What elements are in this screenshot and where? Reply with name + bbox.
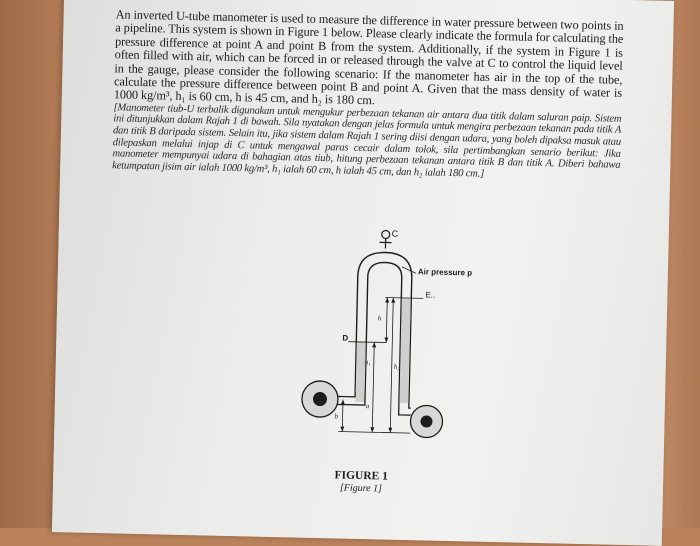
problem-english: An inverted U-tube manometer is used to measure the difference in water pressure between two points in a pipeline. This system is shown in Figure 1 below. Please clearly indicate the formula for calculating the pressure difference at point A and point B from the system. Additionally, if the system in Figure 1 is often filled with air, which can be forced in or released through the valve at C to control the liquid level in the gauge, please consider the following scenario: If the manometer has air in the top of the tube, calculate the pressure difference between point B and point A. Given that the mass density of water is 1000 kg/m³, h₁ is 60 cm, h is 45 cm, and h₂ is 180 cm.	[114, 8, 624, 113]
caption-title: FIGURE 1	[301, 469, 421, 484]
pipe-b-icon	[410, 405, 443, 438]
label-b: b	[335, 412, 339, 420]
label-h: h	[378, 314, 382, 322]
caption-translation: [Figure 1]	[301, 482, 421, 496]
figure-caption	[301, 469, 422, 496]
air-pointer	[402, 267, 416, 273]
label-a: a	[366, 402, 370, 410]
label-h1: h₁	[365, 358, 371, 366]
paper-sheet	[52, 0, 674, 546]
problem-text	[112, 8, 624, 183]
left-water-column	[355, 342, 365, 402]
label-e: E..	[425, 290, 435, 299]
label-c: C	[392, 229, 399, 239]
valve-c-icon	[379, 230, 391, 248]
label-air-pressure: Air pressure p	[418, 267, 472, 277]
right-connector	[399, 403, 411, 415]
label-d: D	[342, 334, 348, 343]
pipe-a-icon	[302, 381, 339, 418]
manometer-figure	[234, 239, 479, 464]
problem-malay: [Manometer tiub-U terbalik digunakan untuk mengukur perbezaan tekanan air antara dua titik dalam saluran paip. Sistem ini ditunjukkan dalam Rajah 1 di bawah. Sila nyatakan dengan jelas formula untuk mengira perbezaan tekanan pada titik A dan titik B daripada sistem. Selain itu, jika sistem dalam Rajah 1 sering diisi dengan udara, yang boleh dipaksa masuk atau dilepaskan melalui injap di C untuk mengawal paras cecair dalam tolok, sila pertimbangkan senario berikut: Jika manometer mempunyai udara di bahagian atas tiub, hitung perbezaan tekanan antara titik B dan titik A. Diberi bahawa ketumpatan jisim air ialah 1000 kg/m³, h₁ ialah 60 cm, h ialah 45 cm, dan h₂ ialah 180 cm.]	[112, 102, 621, 183]
label-h2: h₂	[394, 363, 400, 371]
